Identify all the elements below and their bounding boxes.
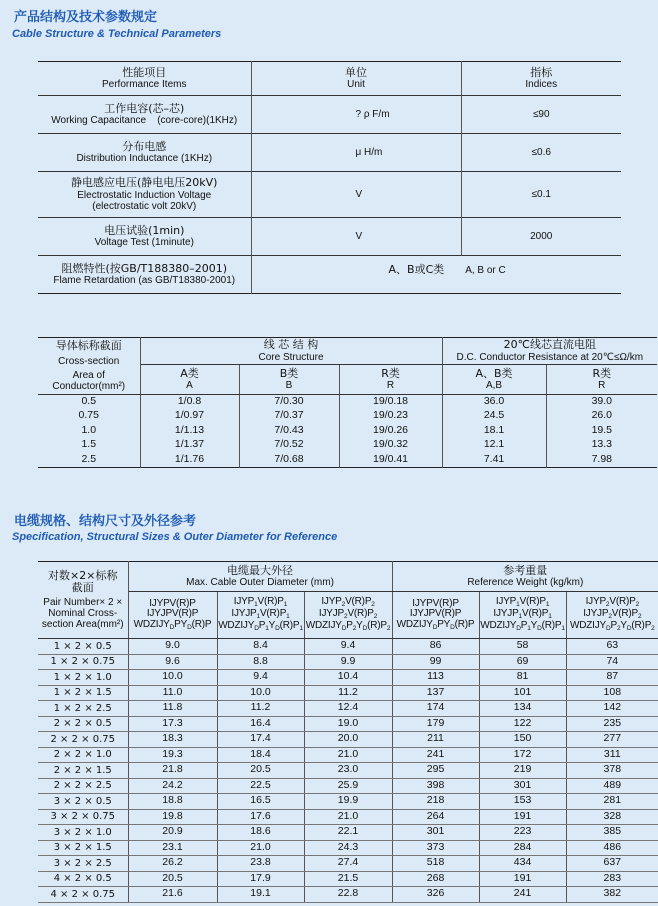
model-label: $WDZIJY_DP_2Y_D(R)P_2$	[305, 619, 391, 632]
spec-row	[38, 825, 658, 841]
diameter-cell: 16.5	[217, 794, 304, 810]
conductor-value-cell: 1/1.13	[140, 424, 239, 439]
weight-cell: 518	[392, 856, 479, 872]
pair-spec-cell: 1 × 2 × 0.75	[38, 654, 128, 670]
header-performance-items	[38, 62, 251, 96]
header-indices	[461, 62, 621, 96]
sub-header-cn: R类	[592, 366, 612, 380]
header-en-2: Area of Conductor(mm²)	[52, 369, 126, 392]
pair-spec-cell: 3 × 2 × 1.5	[38, 840, 128, 856]
header-en: Performance Items	[102, 79, 187, 91]
weight-cell: 284	[479, 840, 566, 856]
model-label: $IJYP_1V(R)P_1$	[233, 596, 288, 609]
value-cell: ≤0.1	[461, 172, 621, 218]
flame-class-cn: A、B或C类	[388, 263, 445, 276]
diameter-cell: 22.1	[304, 825, 392, 841]
diameter-cell: 9.9	[304, 654, 392, 670]
item-cell	[38, 134, 251, 172]
tech-header-row	[38, 62, 621, 96]
technical-parameters-table	[38, 61, 621, 294]
weight-cell: 174	[392, 701, 479, 717]
spec-row	[38, 871, 658, 887]
spec-row	[38, 670, 658, 686]
pair-spec-cell: 2 × 2 × 0.75	[38, 732, 128, 748]
sub-header-en: B	[285, 380, 293, 392]
item-en: Working Capacitance (core-core)(1KHz)	[51, 115, 238, 127]
spec-row	[38, 778, 658, 794]
pair-spec-cell: 3 × 2 × 1.0	[38, 825, 128, 841]
conductor-value-cell: 7.41	[442, 453, 546, 468]
conductor-value-cell: 19/0.18	[339, 395, 442, 410]
value-cell: ≤0.6	[461, 134, 621, 172]
diameter-cell: 17.6	[217, 809, 304, 825]
item-cell	[38, 172, 251, 218]
unit-cell: V	[251, 172, 461, 218]
diameter-cell: 19.8	[128, 809, 217, 825]
weight-cell: 87	[566, 670, 658, 686]
cross-section-cell: 1.0	[38, 424, 140, 439]
value-cell: ≤90	[461, 96, 621, 134]
diameter-cell: 22.8	[304, 887, 392, 903]
section1-title-en: Cable Structure & Technical Parameters	[12, 28, 222, 40]
item-cn: 静电感应电压(静电电压20kV)	[71, 176, 218, 190]
item-en: Flame Retardation (as GB/T18380-2001)	[53, 275, 236, 287]
pair-spec-cell: 1 × 2 × 1.5	[38, 685, 128, 701]
conductor-table	[38, 337, 657, 468]
weight-cell: 382	[566, 887, 658, 903]
header-cn: 导体标称截面	[55, 339, 122, 353]
spec-row	[38, 639, 658, 655]
header-cn: 参考重量	[503, 563, 548, 577]
model-label: $WDZIJY_DPY_D(R)P$	[133, 618, 212, 631]
diameter-cell: 24.2	[128, 778, 217, 794]
model-group-1	[128, 592, 217, 639]
conductor-value-cell: 7.98	[591, 452, 612, 465]
weight-cell: 326	[392, 887, 479, 903]
diameter-cell: 9.6	[128, 654, 217, 670]
diameter-cell: 20.9	[128, 825, 217, 841]
weight-cell: 373	[392, 840, 479, 856]
diameter-cell: 18.3	[128, 732, 217, 748]
header-max-diameter	[128, 562, 392, 592]
model-label: $IJYP_1V(R)P_1$	[495, 596, 550, 609]
diameter-cell: 18.6	[217, 825, 304, 841]
pair-spec-cell: 3 × 2 × 0.5	[38, 794, 128, 810]
diameter-cell: 19.9	[304, 794, 392, 810]
weight-cell: 153	[479, 794, 566, 810]
weight-cell: 283	[566, 871, 658, 887]
model-label: IJYJPV(R)P	[409, 608, 462, 620]
section2-title-cn: 电缆规格、结构尺寸及外径参考	[14, 514, 197, 529]
weight-cell: 58	[479, 639, 566, 655]
diameter-cell: 10.0	[217, 685, 304, 701]
conductor-row	[38, 438, 657, 453]
header-en: Indices	[525, 79, 558, 91]
model-label: $IJYJP_1V(R)P_1$	[493, 608, 552, 621]
header-en: D.C. Conductor Resistance at 20℃≤Ω/km	[456, 351, 644, 363]
diameter-cell: 11.8	[128, 701, 217, 717]
header-cn: 对数×2×标称	[48, 568, 118, 582]
model-label: $IJYJP_1V(R)P_1$	[231, 608, 290, 621]
value-cell: 2000	[461, 218, 621, 256]
header-en-3: section Area(mm²)	[41, 619, 124, 631]
weight-cell: 137	[392, 685, 479, 701]
spec-row	[38, 716, 658, 732]
specification-table	[38, 561, 658, 903]
diameter-cell: 19.3	[128, 747, 217, 763]
model-group-2	[217, 592, 304, 639]
weight-cell: 223	[479, 825, 566, 841]
header-en: Cross-section	[58, 355, 120, 367]
item-cell	[38, 218, 251, 256]
header-pair-number	[38, 562, 128, 639]
header-en: Reference Weight (kg/km)	[467, 577, 584, 589]
weight-cell: 179	[392, 716, 479, 732]
conductor-value-cell: 18.1	[442, 424, 546, 439]
header-cross-section	[38, 338, 140, 395]
diameter-cell: 21.5	[304, 871, 392, 887]
pair-spec-cell: 2 × 2 × 1.0	[38, 747, 128, 763]
header-en: Unit	[347, 79, 365, 91]
spec-row	[38, 887, 658, 903]
weight-cell: 81	[479, 670, 566, 686]
spec-row	[38, 840, 658, 856]
header-en-2: Nominal Cross-	[48, 608, 118, 620]
conductor-value-cell: 12.1	[442, 438, 546, 453]
conductor-value-cell: 1/1.37	[140, 438, 239, 453]
tech-row-induction-voltage	[38, 172, 621, 218]
diameter-cell: 21.0	[217, 840, 304, 856]
item-en-2: (electrostatic volt 20kV)	[92, 200, 197, 212]
conductor-value-cell: 39.0	[591, 395, 612, 408]
weight-cell: 486	[566, 840, 658, 856]
item-cn: 分布电感	[122, 139, 167, 153]
header-en: Pair Number× 2 ×	[43, 597, 123, 609]
diameter-cell: 19.1	[217, 887, 304, 903]
diameter-cell: 9.4	[304, 639, 392, 655]
header-cn: 指标	[530, 65, 553, 79]
weight-cell: 637	[566, 856, 658, 872]
diameter-cell: 21.8	[128, 763, 217, 779]
conductor-value-cell: 7/0.30	[239, 395, 339, 410]
model-group-1-weight	[392, 592, 479, 639]
weight-cell: 108	[566, 685, 658, 701]
cross-section-cell: 0.5	[38, 395, 140, 410]
conductor-value-cell: 13.3	[591, 438, 612, 451]
tech-row-flame-retardation	[38, 256, 621, 294]
weight-cell: 301	[479, 778, 566, 794]
weight-cell: 191	[479, 871, 566, 887]
weight-cell: 74	[566, 654, 658, 670]
diameter-cell: 10.0	[128, 670, 217, 686]
conductor-value-cell: 1/0.97	[140, 409, 239, 424]
weight-cell: 191	[479, 809, 566, 825]
cross-section-cell: 0.75	[38, 409, 140, 424]
cross-section-cell: 1.5	[38, 438, 140, 453]
weight-cell: 218	[392, 794, 479, 810]
pair-spec-cell: 3 × 2 × 0.75	[38, 809, 128, 825]
diameter-cell: 17.9	[217, 871, 304, 887]
model-label: $WDZIJY_DPY_D(R)P$	[396, 618, 475, 631]
weight-cell: 142	[566, 701, 658, 717]
weight-cell: 264	[392, 809, 479, 825]
tech-row-capacitance	[38, 96, 621, 134]
spec-row	[38, 809, 658, 825]
diameter-cell: 10.4	[304, 670, 392, 686]
weight-cell: 134	[479, 701, 566, 717]
header-en: Max. Cable Outer Diameter (mm)	[186, 577, 334, 589]
conductor-row	[38, 395, 657, 410]
diameter-cell: 11.0	[128, 685, 217, 701]
weight-cell: 69	[479, 654, 566, 670]
item-cn: 工作电容(芯–芯)	[104, 101, 185, 115]
pair-spec-cell: 4 × 2 × 0.75	[38, 887, 128, 903]
weight-cell: 268	[392, 871, 479, 887]
diameter-cell: 18.8	[128, 794, 217, 810]
diameter-cell: 8.8	[217, 654, 304, 670]
item-cn: 电压试验(1min)	[104, 223, 185, 237]
conductor-row	[38, 409, 657, 424]
header-cn: 性能项目	[122, 65, 167, 79]
weight-cell: 113	[392, 670, 479, 686]
unit-cell: μ H/m	[251, 134, 461, 172]
diameter-cell: 25.9	[304, 778, 392, 794]
header-cn-2: 截面	[71, 581, 94, 594]
sub-header-a	[140, 365, 239, 395]
header-resistance	[442, 338, 657, 365]
weight-cell: 328	[566, 809, 658, 825]
item-en: Electrostatic Induction Voltage	[77, 189, 212, 201]
header-en: Core Structure	[258, 351, 324, 363]
diameter-cell: 11.2	[217, 701, 304, 717]
spec-row	[38, 654, 658, 670]
model-group-3-weight	[566, 592, 658, 639]
conductor-row	[38, 424, 657, 439]
diameter-cell: 18.4	[217, 747, 304, 763]
weight-cell: 378	[566, 763, 658, 779]
diameter-cell: 17.3	[128, 716, 217, 732]
pair-spec-cell: 2 × 2 × 2.5	[38, 778, 128, 794]
conductor-value-cell: 19.5	[591, 423, 612, 436]
model-label: $IJYJP_2V(R)P_2$	[318, 608, 378, 621]
diameter-cell: 22.5	[217, 778, 304, 794]
item-cell	[38, 256, 251, 294]
conductor-value-cell: 7/0.52	[239, 438, 339, 453]
weight-cell: 219	[479, 763, 566, 779]
diameter-cell: 26.2	[128, 856, 217, 872]
header-reference-weight	[392, 562, 658, 592]
item-en: Distribution Inductance (1KHz)	[76, 153, 213, 165]
weight-cell: 295	[392, 763, 479, 779]
sub-header-r2	[546, 365, 657, 395]
model-label: $IJYJP_2V(R)P_2$	[583, 608, 642, 621]
weight-cell: 235	[566, 716, 658, 732]
weight-cell: 398	[392, 778, 479, 794]
weight-cell: 434	[479, 856, 566, 872]
diameter-cell: 23.8	[217, 856, 304, 872]
header-cn: 线 芯 结 构	[263, 338, 319, 352]
sub-header-en: A	[186, 380, 193, 392]
sub-header-b	[239, 365, 339, 395]
sub-header-cn: A、B类	[475, 366, 513, 380]
sub-header-en: R	[598, 380, 606, 392]
header-cn: 单位	[345, 65, 367, 79]
flame-value-cell	[251, 256, 621, 294]
model-group-2-weight	[479, 592, 566, 639]
diameter-cell: 9.0	[128, 639, 217, 655]
sub-header-en: R	[386, 380, 395, 392]
weight-cell: 99	[392, 654, 479, 670]
weight-cell: 101	[479, 685, 566, 701]
pair-spec-cell: 2 × 2 × 1.5	[38, 763, 128, 779]
model-label: $IJYP_2V(R)P_2$	[585, 596, 639, 609]
conductor-value-cell: 36.0	[442, 395, 546, 410]
model-label: $WDZIJY_DP_1Y_D(R)P_1$	[218, 619, 303, 632]
pair-spec-cell: 1 × 2 × 1.0	[38, 670, 128, 686]
weight-cell: 241	[392, 747, 479, 763]
spec-row	[38, 685, 658, 701]
diameter-cell: 21.0	[304, 809, 392, 825]
diameter-cell: 21.0	[304, 747, 392, 763]
weight-cell: 241	[479, 887, 566, 903]
header-unit	[251, 62, 461, 96]
diameter-cell: 19.0	[304, 716, 392, 732]
sub-header-en: A,B	[485, 380, 503, 392]
spec-row	[38, 856, 658, 872]
item-cn: 阻燃特性(按GB/T188380–2001)	[61, 261, 228, 275]
diameter-cell: 11.2	[304, 685, 392, 701]
diameter-cell: 23.0	[304, 763, 392, 779]
diameter-cell: 27.4	[304, 856, 392, 872]
header-cn: 20℃线芯直流电阻	[503, 338, 596, 352]
diameter-cell: 24.3	[304, 840, 392, 856]
section1-title-cn: 产品结构及技术参数规定	[14, 10, 158, 25]
unit-cell: V	[251, 218, 461, 256]
weight-cell: 86	[392, 639, 479, 655]
conductor-value-cell: 19/0.32	[339, 438, 442, 453]
conductor-value-cell: 19/0.26	[339, 424, 442, 439]
tech-row-voltage-test	[38, 218, 621, 256]
sub-header-cn: A类	[180, 366, 199, 380]
sub-header-ab	[442, 365, 546, 395]
header-cn: 电缆最大外径	[227, 563, 294, 577]
diameter-cell: 20.5	[128, 871, 217, 887]
diameter-cell: 21.6	[128, 887, 217, 903]
diameter-cell: 9.4	[217, 670, 304, 686]
conductor-value-cell: 7/0.43	[239, 424, 339, 439]
conductor-header-row-1	[38, 338, 657, 365]
weight-cell: 122	[479, 716, 566, 732]
unit-cell: ? ρ F/m	[251, 96, 461, 134]
diameter-cell: 12.4	[304, 701, 392, 717]
pair-spec-cell: 4 × 2 × 0.5	[38, 871, 128, 887]
tech-row-inductance	[38, 134, 621, 172]
weight-cell: 211	[392, 732, 479, 748]
weight-cell: 489	[566, 778, 658, 794]
header-core-structure	[140, 338, 442, 365]
model-label: IJYJPV(R)P	[146, 608, 199, 620]
spec-row	[38, 732, 658, 748]
model-label: IJYPV(R)P	[149, 597, 196, 609]
sub-header-cn: R类	[381, 366, 400, 380]
model-label: $WDZIJY_DP_2Y_D(R)P_2$	[569, 619, 655, 632]
weight-cell: 311	[566, 747, 658, 763]
diameter-cell: 16.4	[217, 716, 304, 732]
diameter-cell: 17.4	[217, 732, 304, 748]
model-label: IJYPV(R)P	[412, 597, 459, 609]
sub-header-cn: B类	[279, 366, 299, 380]
spec-row	[38, 763, 658, 779]
pair-spec-cell: 2 × 2 × 0.5	[38, 716, 128, 732]
weight-cell: 150	[479, 732, 566, 748]
model-label: $IJYP_2V(R)P_2$	[321, 596, 375, 609]
spec-row	[38, 794, 658, 810]
conductor-row	[38, 453, 657, 468]
item-en: Voltage Test (1minute)	[94, 237, 194, 249]
weight-cell: 281	[566, 794, 658, 810]
conductor-value-cell: 24.5	[442, 409, 546, 424]
pair-spec-cell: 1 × 2 × 2.5	[38, 701, 128, 717]
pair-spec-cell: 1 × 2 × 0.5	[38, 639, 128, 655]
conductor-value-cell: 7/0.68	[239, 453, 339, 468]
conductor-value-cell: 1/0.8	[140, 395, 239, 410]
spec-row	[38, 747, 658, 763]
conductor-value-cell: 19/0.23	[339, 409, 442, 424]
spec-row	[38, 701, 658, 717]
model-label: $WDZIJY_DP_1Y_D(R)P_1$	[480, 619, 565, 632]
conductor-value-cell: 7/0.37	[239, 409, 339, 424]
section2-title-en: Specification, Structural Sizes & Outer Diameter for Reference	[12, 531, 338, 543]
flame-class-en: A, B or C	[465, 265, 506, 276]
model-group-3	[304, 592, 392, 639]
diameter-cell: 8.4	[217, 639, 304, 655]
conductor-value-cell: 26.0	[591, 409, 612, 422]
cross-section-cell: 2.5	[38, 453, 140, 468]
item-cell	[38, 96, 251, 134]
weight-cell: 63	[566, 639, 658, 655]
pair-spec-cell: 3 × 2 × 2.5	[38, 856, 128, 872]
diameter-cell: 23.1	[128, 840, 217, 856]
conductor-value-cell: 1/1.76	[140, 453, 239, 468]
conductor-value-cell: 19/0.41	[339, 453, 442, 468]
weight-cell: 385	[566, 825, 658, 841]
sub-header-r	[339, 365, 442, 395]
spec-header-row-1	[38, 562, 658, 592]
weight-cell: 301	[392, 825, 479, 841]
weight-cell: 277	[566, 732, 658, 748]
weight-cell: 172	[479, 747, 566, 763]
spec-header-row-2	[38, 592, 658, 639]
diameter-cell: 20.5	[217, 763, 304, 779]
diameter-cell: 20.0	[304, 732, 392, 748]
